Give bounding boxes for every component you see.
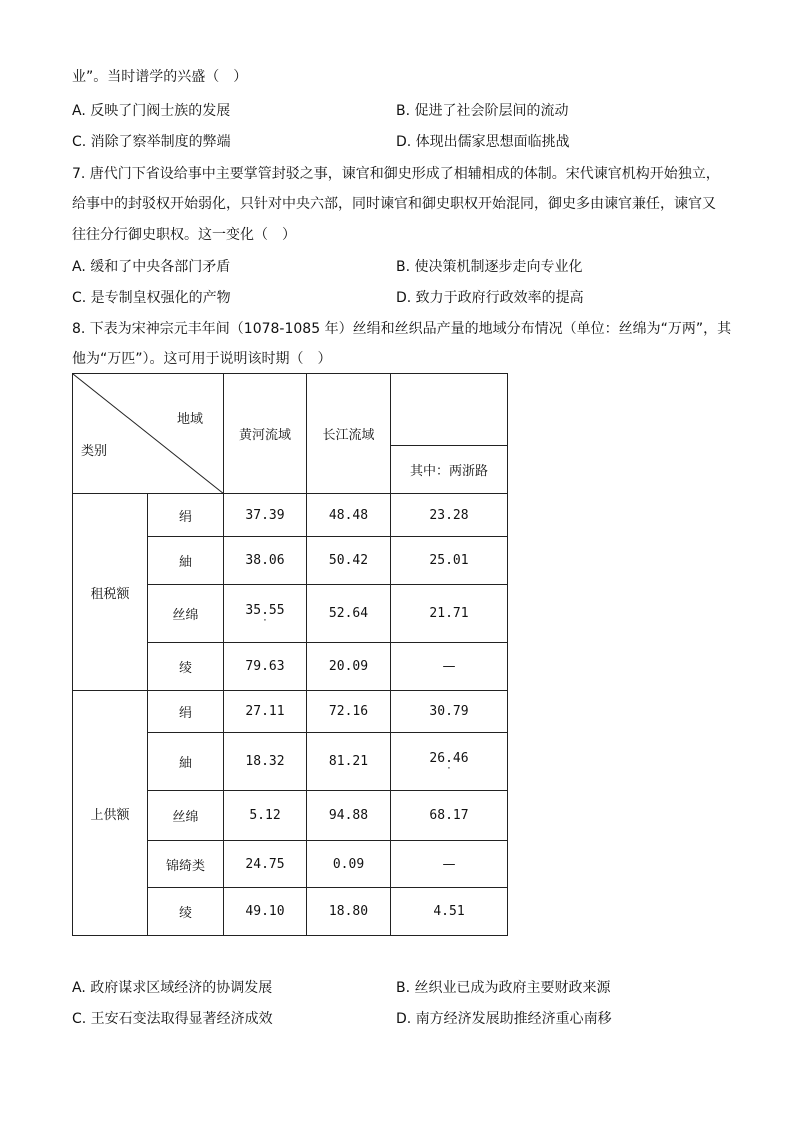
cell-yellow: 38.06 — [224, 537, 307, 585]
cell-zhe: 30.79 — [391, 691, 508, 733]
cell-yangtze: 72.16 — [307, 691, 391, 733]
cell-yangtze: 48.48 — [307, 494, 391, 537]
row-item: 丝绵 — [148, 791, 224, 841]
header-blank — [391, 374, 508, 446]
cell-zhe: 21.71 — [391, 585, 508, 643]
cell-yangtze: 50.42 — [307, 537, 391, 585]
table-corner-header — [73, 374, 224, 494]
q7-option-b: B. 使决策机制逐步走向专业化 — [396, 259, 583, 275]
q8-stem-line-1: 8. 下表为宋神宗元丰年间（1078-1085 年）丝绢和丝织品产量的地域分布情况（单位：丝绵为“万两”，其 — [72, 321, 732, 337]
group-label-tribute: 上供额 — [73, 691, 148, 936]
row-item: 绫 — [148, 888, 224, 936]
cell-yellow: 37.39 — [224, 494, 307, 537]
silk-production-table — [72, 373, 508, 936]
cell-yellow-value: 35.55 — [245, 603, 285, 618]
cell-yangtze: 52.64 — [307, 585, 391, 643]
group-label-tax: 租税额 — [73, 494, 148, 691]
cell-yellow: 27.11 — [224, 691, 307, 733]
cell-yangtze: 20.09 — [307, 643, 391, 691]
q7-option-c: C. 是专制皇权强化的产物 — [72, 290, 231, 306]
header-liangzhe: 其中：两浙路 — [391, 446, 508, 494]
cell-yellow: 18.32 — [224, 733, 307, 791]
q6-stem-end: 业”。当时谱学的兴盛（ ） — [72, 69, 248, 85]
cell-yangtze: 81.21 — [307, 733, 391, 791]
q7-stem-line-1: 7. 唐代门下省设给事中主要掌管封驳之事，谏官和御史形成了相辅相成的体制。宋代谏官机构开始独立， — [72, 166, 720, 182]
q8-option-a: A. 政府谋求区域经济的协调发展 — [72, 980, 273, 996]
cell-zhe: 4.51 — [391, 888, 508, 936]
table-row — [73, 494, 508, 537]
cell-yangtze: 18.80 — [307, 888, 391, 936]
q6-option-a: A. 反映了门阀士族的发展 — [72, 103, 231, 119]
q7-stem-line-3: 往往分行御史职权。这一变化（ ） — [72, 227, 296, 243]
cell-zhe: 25.01 — [391, 537, 508, 585]
cell-zhe-value: 26.46 — [429, 751, 469, 766]
row-item: 紬 — [148, 733, 224, 791]
q6-option-c: C. 消除了察举制度的弊端 — [72, 134, 231, 150]
cell-yellow: 35.55 · — [224, 585, 307, 643]
cell-zhe: 26.46 · — [391, 733, 508, 791]
row-item: 绢 — [148, 494, 224, 537]
header-category: 类别 — [81, 444, 108, 459]
table-row — [73, 691, 508, 733]
cell-zhe: — — [391, 643, 508, 691]
cell-zhe: 23.28 — [391, 494, 508, 537]
q7-option-d: D. 致力于政府行政效率的提高 — [396, 290, 584, 306]
row-item: 绫 — [148, 643, 224, 691]
cell-yellow: 49.10 — [224, 888, 307, 936]
header-yellow-river: 黄河流域 — [224, 374, 307, 494]
cell-zhe: 68.17 — [391, 791, 508, 841]
row-item: 紬 — [148, 537, 224, 585]
q8-option-b: B. 丝织业已成为政府主要财政来源 — [396, 980, 611, 996]
q8-option-d: D. 南方经济发展助推经济重心南移 — [396, 1011, 612, 1027]
cell-zhe: — — [391, 841, 508, 888]
header-region: 地域 — [177, 412, 204, 427]
q7-option-a: A. 缓和了中央各部门矛盾 — [72, 259, 231, 275]
q8-stem-line-2: 他为“万匹”）。这可用于说明该时期（ ） — [72, 351, 332, 367]
row-item: 绢 — [148, 691, 224, 733]
cell-yangtze: 94.88 — [307, 791, 391, 841]
cell-yellow: 24.75 — [224, 841, 307, 888]
row-item: 丝绵 — [148, 585, 224, 643]
diagonal-line — [73, 374, 224, 494]
row-item: 锦绮类 — [148, 841, 224, 888]
cell-yellow: 5.12 — [224, 791, 307, 841]
header-yangtze-river: 长江流域 — [307, 374, 391, 494]
q7-stem-line-2: 给事中的封驳权开始弱化，只针对中央六部，同时谏官和御史职权开始混同，御史多由谏官兼任，谏官又 — [72, 196, 716, 212]
q6-option-b: B. 促进了社会阶层间的流动 — [396, 103, 569, 119]
cell-yellow: 79.63 — [224, 643, 307, 691]
cell-yangtze: 0.09 — [307, 841, 391, 888]
q8-option-c: C. 王安石变法取得显著经济成效 — [72, 1011, 273, 1027]
q6-option-d: D. 体现出儒家思想面临挑战 — [396, 134, 570, 150]
